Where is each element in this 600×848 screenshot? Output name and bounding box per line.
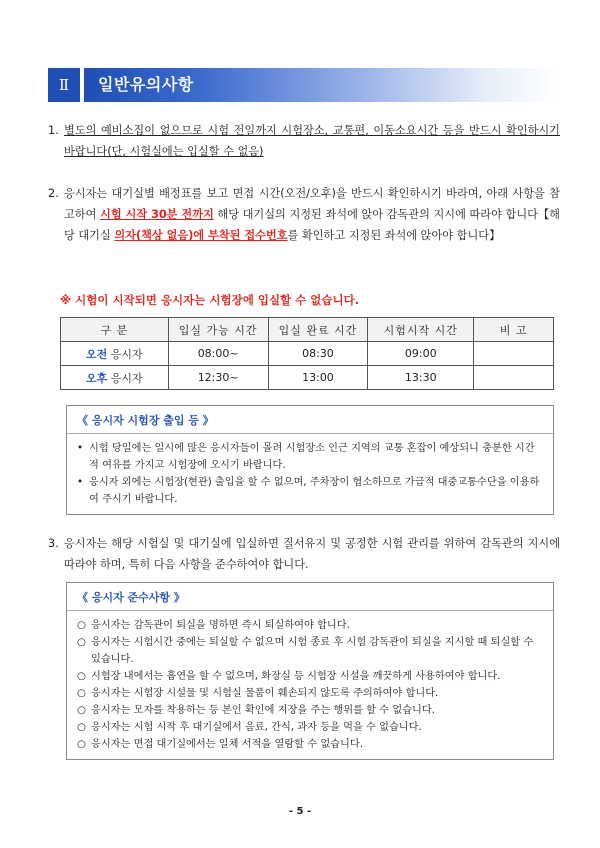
list-item-text: 응시자 외에는 시험장(현관) 출입을 할 수 없으며, 주차장이 협소하므로 가급적 대중교통수단을 이용하여 주시기 바랍니다. bbox=[89, 477, 540, 505]
entry-close-cell: 13:00 bbox=[268, 366, 368, 390]
section-header bbox=[48, 68, 556, 102]
circle-bullet-icon: ○ bbox=[77, 671, 86, 682]
schedule-header-row bbox=[61, 318, 554, 342]
circle-bullet-icon: ○ bbox=[77, 739, 86, 750]
list-item-text: 시험장 내에서는 흡연을 할 수 없으며, 화장실 등 시험장 시설을 깨끗하게 사용하여야 합니다. bbox=[91, 671, 501, 682]
entry-open-cell: 12:30~ bbox=[168, 366, 268, 390]
list-item-text: 응시자는 시험장 시설물 및 시험실 물품이 훼손되지 않도록 주의하여야 합니다. bbox=[91, 688, 439, 699]
item-2-text-part1: 응시자는 대기실별 배정표를 보고 면접 시간(오전/오후)을 반드시 확인하시기 바라며, 아래 사항을 참고하여 bbox=[64, 187, 560, 221]
note-cell bbox=[474, 366, 554, 390]
applicant-label: 응시자 bbox=[110, 347, 143, 361]
item-2-text-part3: 해당 대기실의 지정된 좌석에 앉아 감독관의 지시에 따라야 합니다【해당 대기실 bbox=[64, 208, 560, 242]
venue-entry-title: 《 응시자 시험장 출입 등 》 bbox=[77, 414, 214, 427]
section-number: Ⅱ bbox=[48, 68, 80, 102]
list-item-text: 응시자는 모자를 착용하는 등 본인 확인에 지장을 주는 행위를 할 수 없습니다. bbox=[91, 705, 435, 716]
divider bbox=[67, 433, 553, 434]
entry-notice: ※ 시험이 시작되면 응시자는 시험장에 입실할 수 없습니다. bbox=[60, 293, 360, 307]
circle-bullet-icon: ○ bbox=[77, 620, 86, 631]
list-item bbox=[77, 719, 543, 736]
table-row bbox=[61, 342, 554, 366]
item-2-text bbox=[48, 183, 560, 246]
circle-bullet-icon: ○ bbox=[77, 637, 86, 648]
item-2-highlight-time: 시험 시작 30분 전까지 bbox=[100, 208, 214, 221]
item-1-number: 1. bbox=[48, 124, 59, 137]
list-item bbox=[77, 702, 543, 719]
list-item bbox=[77, 617, 543, 634]
circle-bullet-icon: ○ bbox=[77, 722, 86, 733]
list-item bbox=[77, 474, 543, 508]
header-entry-close: 입실 완료 시간 bbox=[268, 318, 368, 342]
applicant-label: 응시자 bbox=[110, 371, 143, 385]
header-entry-open: 입실 가능 시간 bbox=[168, 318, 268, 342]
bullet-icon: • bbox=[77, 443, 84, 454]
circle-bullet-icon: ○ bbox=[77, 688, 86, 699]
entry-close-cell: 08:30 bbox=[268, 342, 368, 366]
schedule-table bbox=[60, 317, 554, 390]
item-2-number: 2. bbox=[48, 187, 59, 200]
note-cell bbox=[474, 342, 554, 366]
page-number: - 5 - bbox=[288, 806, 312, 817]
compliance-title: 《 응시자 준수사항 》 bbox=[77, 591, 185, 604]
venue-entry-box bbox=[66, 405, 554, 515]
item-2-highlight-seat: 의자(책상 없음)에 부착된 접수번호 bbox=[114, 229, 288, 242]
item-3-number: 3. bbox=[48, 537, 59, 550]
item-2 bbox=[48, 183, 560, 246]
item-1-text: 별도의 예비소집이 없으므로 시험 전일까지 시험장소, 교통편, 이동소요시간 등을 반드시 확인하시기 바랍니다(단, 시험실에는 입실할 수 없음) bbox=[64, 124, 560, 158]
item-3 bbox=[48, 533, 560, 575]
item-3-text: 응시자는 해당 시험실 및 대기실에 입실하면 질서유지 및 공정한 시험 관리를 위하여 감독관의 지시에 따라야 하며, 특히 다음 사항을 준수하여야 합니다. bbox=[64, 537, 560, 571]
start-time-cell: 13:30 bbox=[368, 366, 474, 390]
entry-open-cell: 08:00~ bbox=[168, 342, 268, 366]
row-category bbox=[61, 366, 169, 390]
section-title: 일반유의사항 bbox=[98, 75, 194, 94]
list-item bbox=[77, 634, 543, 668]
list-item bbox=[77, 685, 543, 702]
circle-bullet-icon: ○ bbox=[77, 705, 86, 716]
row-category bbox=[61, 342, 169, 366]
header-category: 구 분 bbox=[61, 318, 169, 342]
header-start-time: 시험시작 시간 bbox=[368, 318, 474, 342]
list-item-text: 응시자는 면접 대기실에서는 일체 서적을 열람할 수 없습니다. bbox=[91, 739, 363, 750]
divider bbox=[67, 610, 553, 611]
list-item-text: 시험 당일에는 일시에 많은 응시자들이 몰려 시험장소 인근 지역의 교통 혼잡이 예상되니 충분한 시간적 여유를 가지고 시험장에 오시기 바랍니다. bbox=[89, 443, 535, 471]
header-note: 비 고 bbox=[474, 318, 554, 342]
list-item-text: 응시자는 시험 시작 후 대기실에서 음료, 간식, 과자 등을 먹을 수 없습니다. bbox=[91, 722, 422, 733]
item-1 bbox=[48, 120, 560, 162]
list-item bbox=[77, 440, 543, 474]
list-item-text: 응시자는 감독관이 퇴실을 명하면 즉시 퇴실하여야 합니다. bbox=[91, 620, 350, 631]
bullet-icon: • bbox=[77, 477, 84, 488]
compliance-box bbox=[66, 582, 554, 760]
item-2-text-part5: 를 확인하고 지정된 좌석에 앉아야 합니다】 bbox=[287, 229, 501, 242]
table-row bbox=[61, 366, 554, 390]
list-item bbox=[77, 736, 543, 753]
period-label: 오후 bbox=[86, 371, 108, 385]
period-label: 오전 bbox=[86, 347, 108, 361]
list-item bbox=[77, 668, 543, 685]
start-time-cell: 09:00 bbox=[368, 342, 474, 366]
list-item-text: 응시자는 시험시간 중에는 퇴실할 수 없으며 시험 종료 후 시험 감독관이 퇴실을 지시할 때 퇴실할 수 있습니다. bbox=[91, 637, 534, 665]
